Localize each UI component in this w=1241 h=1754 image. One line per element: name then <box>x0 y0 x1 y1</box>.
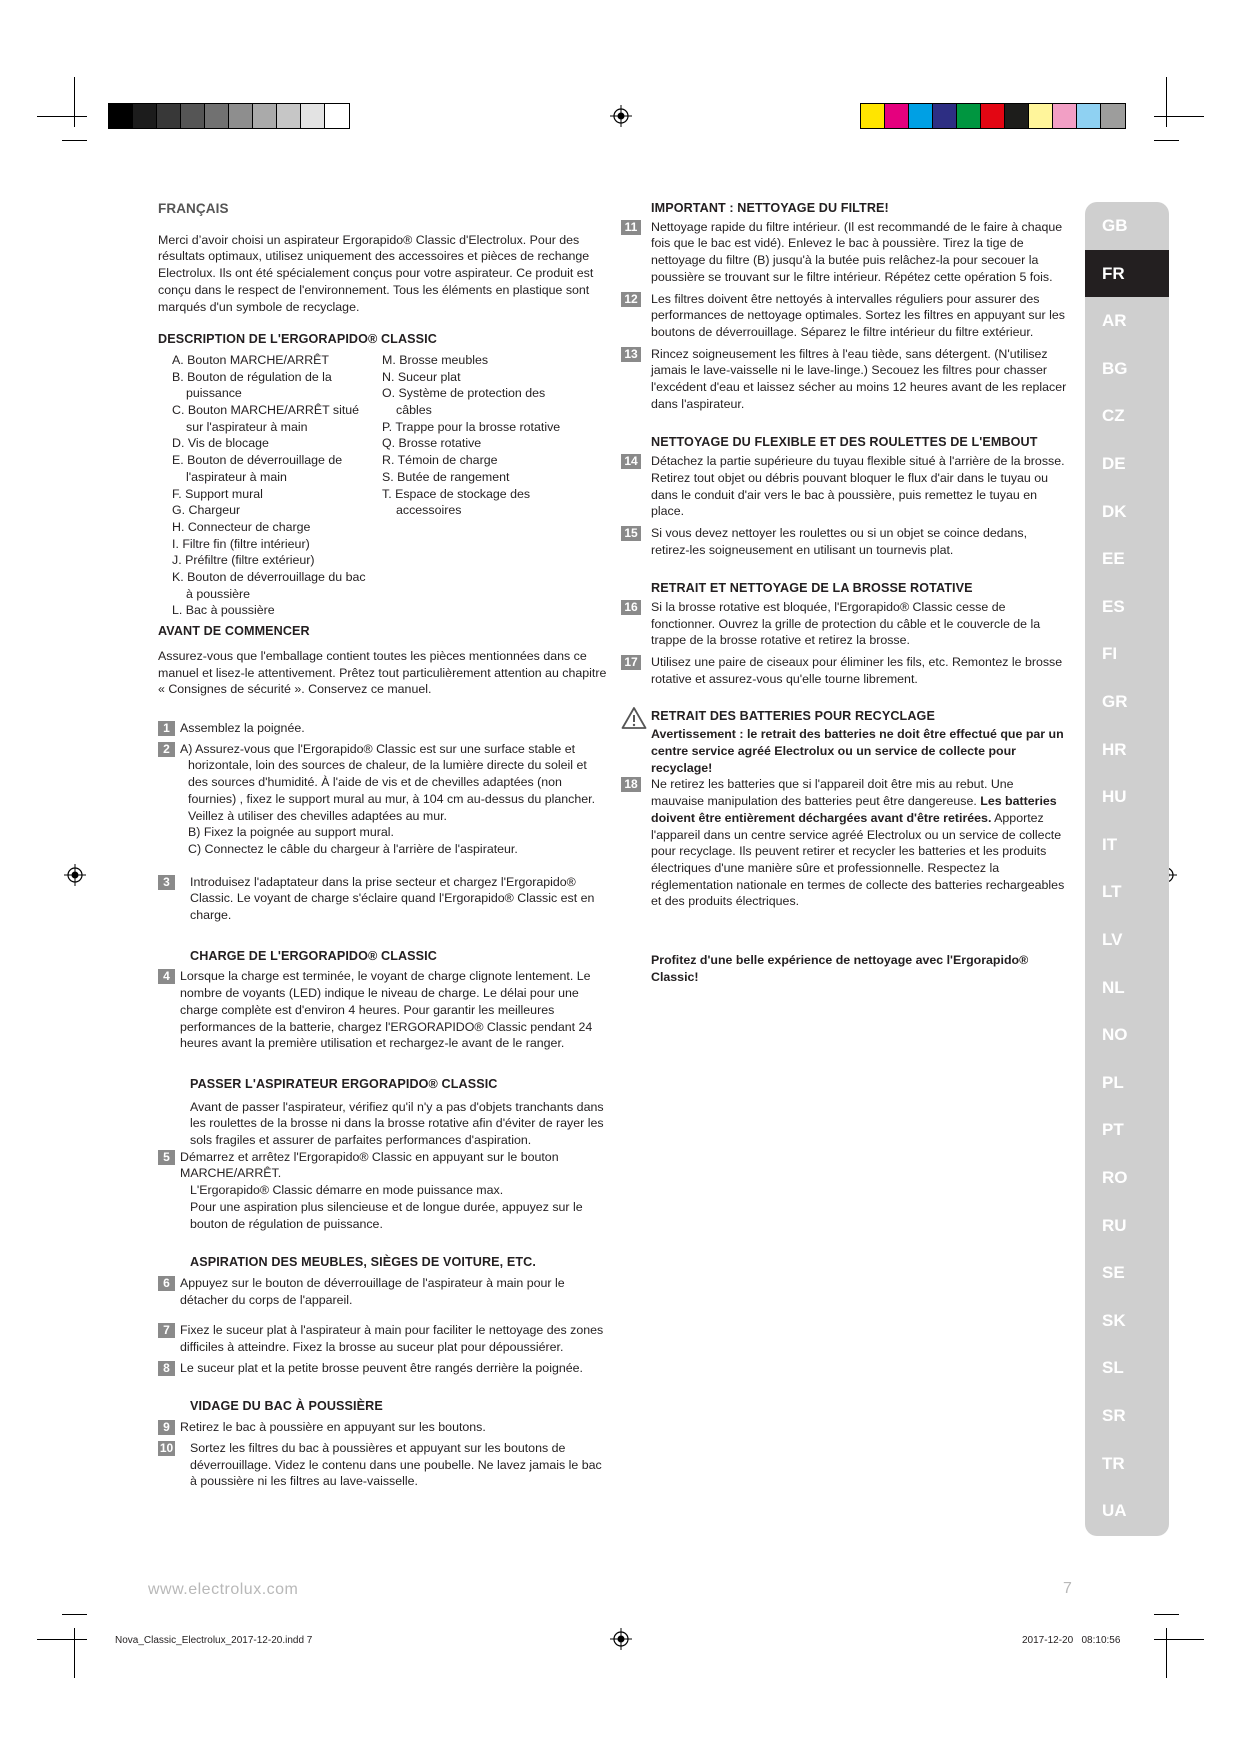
color-swatch <box>981 104 1005 128</box>
language-tab-gb[interactable]: GB <box>1102 216 1128 235</box>
step-number: 7 <box>158 1323 175 1338</box>
step-6 <box>158 1275 609 1308</box>
step-text: Utilisez une paire de ciseaux pour éliminer les fils, etc. Remontez le brosse rotative et assurez-vous qu'elle tourne librement. <box>651 655 1063 686</box>
color-swatch <box>909 104 933 128</box>
color-swatch <box>1005 104 1029 128</box>
part-item: L. Bac à poussière <box>172 603 275 618</box>
color-swatch <box>885 104 909 128</box>
color-swatch <box>325 104 349 128</box>
step-text: Assemblez la poignée. <box>180 720 305 735</box>
step-number: 3 <box>158 875 175 890</box>
language-tab-fi[interactable]: FI <box>1102 644 1118 663</box>
part-item: B. Bouton de régulation de la puissance <box>172 369 332 401</box>
step-number: 12 <box>621 292 641 307</box>
part-item: P. Trappe pour la brosse rotative <box>382 419 561 434</box>
step-15 <box>621 525 1069 558</box>
step-text: Les filtres doivent être nettoyés à intervalles réguliers pour assurer des performances de nettoyage optimales. Sortez les filtres en appuyant sur les boutons de déverrouillage. Séparez le filtre intérieur du filtre extérieur. <box>651 291 1065 339</box>
step-number: 2 <box>158 742 175 757</box>
step-number: 10 <box>159 1440 174 1455</box>
step-11 <box>621 219 1069 286</box>
part-item: G. Chargeur <box>172 503 241 518</box>
step-text: Nettoyage rapide du filtre intérieur. (Il est recommandé de le faire à chaque fois que le bac est vidé). Enlevez le bac à poussière. Tirez la tige de nettoyage du filtre (B) jusqu'à la butée puis relâchez-la pour secouer la poussière se trouvant sur le filtre intérieur. Répétez cette opération 5 fois. <box>651 219 1063 284</box>
crop-mark <box>1166 77 1167 127</box>
empty-title: VIDAGE DU BAC À POUSSIÈRE <box>190 1399 383 1414</box>
part-item: O. Système de protection des câbles <box>382 386 546 418</box>
use-text: Avant de passer l'aspirateur, vérifiez qu'il n'y a pas d'objets tranchants dans les roulettes de la brosse ni dans la brosse rotative afin d'éviter de rayer les sols fragiles et assurer de parfaites performances d'aspiration. <box>190 1099 604 1148</box>
step-text: Lorsque la charge est terminée, le voyant de charge clignote lentement. Le nombre de voyants (LED) indique le niveau de charge. Le délai pour une charge complète est d'environ 4 heures. Pour garantir les meilleures performances de la batterie, chargez l'ERGORAPIDO® Classic pendant 24 heures avant la première utilisation et rechargez-le avant de le ranger. <box>180 969 593 1051</box>
brush-title: RETRAIT ET NETTOYAGE DE LA BROSSE ROTATIVE <box>651 581 973 596</box>
step-number: 15 <box>621 526 641 541</box>
filter-title: IMPORTANT : NETTOYAGE DU FILTRE! <box>651 201 889 215</box>
step-number: 18 <box>621 777 641 792</box>
battery-warning: Avertissement : le retrait des batteries ne doit être effectué que par un centre service agréé Electrolux ou un service de collecte pour recyclage! <box>651 727 1064 775</box>
parts-list-col2 <box>368 352 568 619</box>
part-item: F. Support mural <box>172 486 263 501</box>
language-tab-fr[interactable]: FR <box>1085 250 1169 297</box>
gray-color-bar <box>108 103 350 129</box>
cmyk-color-bar <box>860 103 1126 129</box>
color-swatch <box>957 104 981 128</box>
registration-mark-icon <box>64 864 86 886</box>
registration-mark-icon <box>610 1628 632 1650</box>
step-5 <box>158 1149 609 1233</box>
language-tab-ru[interactable]: RU <box>1102 1216 1127 1235</box>
registration-mark-icon <box>610 105 632 127</box>
part-item: H. Connecteur de charge <box>172 519 311 534</box>
language-tab-hr[interactable]: HR <box>1102 740 1127 759</box>
step-4 <box>158 968 609 1052</box>
language-tab-se[interactable]: SE <box>1102 1263 1125 1282</box>
step-text: A) Assurez-vous que l'Ergorapido® Classic est sur une surface stable et horizontale, loin des sources de chaleur, de la lumière directe du soleil et des sources d'humidité. À l'aide de vis et de chevilles adaptées (non fournies) , fixez le support mural au mur, à 104 cm au-dessus du plancher. Veillez à utiliser des chevilles adaptées au mur. <box>180 741 596 823</box>
crop-mark <box>1154 116 1204 117</box>
step-number: 17 <box>621 655 641 670</box>
language-tab-ro[interactable]: RO <box>1102 1168 1128 1187</box>
charge-title: CHARGE DE L'ERGORAPIDO® CLASSIC <box>190 948 437 963</box>
language-tab-tr[interactable]: TR <box>1102 1454 1125 1473</box>
slug-timestamp: 2017-12-20 08:10:56 <box>1022 1635 1121 1646</box>
color-swatch <box>109 104 133 128</box>
part-item: I. Filtre fin (filtre intérieur) <box>172 536 310 551</box>
step-text: Rincez soigneusement les filtres à l'eau tiède, sans détergent. (N'utilisez jamais le lave-vaisselle ni le lave-linge.) Secouez les filtres pour chasser l'excédent d'eau et laissez sécher au moins 12 heures avant de les replacer dans l'aspirateur. <box>651 346 1067 411</box>
color-swatch <box>1101 104 1125 128</box>
battery-section <box>621 708 1069 777</box>
step-number: 13 <box>621 347 641 362</box>
part-item: N. Suceur plat <box>382 369 461 384</box>
language-tab-pt[interactable]: PT <box>1102 1120 1124 1139</box>
step-number: 8 <box>158 1361 175 1376</box>
language-tab-hu[interactable]: HU <box>1102 787 1127 806</box>
language-tab-ua[interactable]: UA <box>1102 1501 1127 1520</box>
intro-text: Merci d’avoir choisi un aspirateur Ergorapido® Classic d'Electrolux. Pour des résultats optimaux, utilisez uniquement des accessoires et pièces de rechange Electrolux. Ils ont été spécialement conçus pour votre aspirateur. Ce produit est conçu dans le respect de l'environnement. Tous les éléments en plastique sont marqués d'un symbole de recyclage. <box>158 232 594 314</box>
warning-icon <box>621 706 647 730</box>
crop-mark <box>74 1628 75 1678</box>
crop-mark <box>62 1614 87 1615</box>
crop-mark <box>62 140 87 141</box>
part-item: T. Espace de stockage des accessoires <box>382 486 531 518</box>
closing-text: Profitez d'une belle expérience de nettoyage avec l'Ergorapido® Classic! <box>651 953 1029 984</box>
color-swatch <box>229 104 253 128</box>
language-tab-nl[interactable]: NL <box>1102 978 1125 997</box>
step-text: Si la brosse rotative est bloquée, l'Ergorapido® Classic cesse de fonctionner. Ouvrez la grille de protection du câble et le couvercle de la trappe de la brosse rotative et retirez la brosse. <box>651 600 1041 648</box>
color-swatch <box>157 104 181 128</box>
crop-mark <box>1154 140 1179 141</box>
part-item: K. Bouton de déverrouillage du bac à poussière <box>172 570 366 601</box>
step-9 <box>158 1419 609 1436</box>
slug-filename: Nova_Classic_Electrolux_2017-12-20.indd 7 <box>115 1635 313 1646</box>
color-swatch <box>277 104 301 128</box>
language-tab-sr[interactable]: SR <box>1102 1406 1126 1425</box>
step-text: Fixez le suceur plat à l'aspirateur à main pour faciliter le nettoyage des zones difficiles à atteindre. Fixez la brosse au suceur plat pour dépoussiérer. <box>180 1323 604 1355</box>
language-tab-bg[interactable]: BG <box>1102 359 1128 378</box>
step-number: 1 <box>158 721 175 736</box>
language-tab-lt[interactable]: LT <box>1102 882 1122 901</box>
color-swatch <box>133 104 157 128</box>
part-item: A. Bouton MARCHE/ARRÊT <box>172 352 329 367</box>
step-text: B) Fixez la poignée au support mural. <box>188 825 394 840</box>
step-7 <box>158 1322 609 1355</box>
language-tab-lv[interactable]: LV <box>1102 930 1123 949</box>
part-item: J. Préfiltre (filtre extérieur) <box>172 553 315 568</box>
step-text: Appuyez sur le bouton de déverrouillage de l'aspirateur à main pour le détacher du corps de l'appareil. <box>180 1275 565 1307</box>
step-text: Démarrez et arrêtez l'Ergorapido® Classic en appuyant sur le bouton MARCHE/ARRÊT. <box>180 1149 559 1181</box>
part-item: Q. Brosse rotative <box>382 436 482 451</box>
part-item: E. Bouton de déverrouillage de l'aspirateur à main <box>172 453 343 484</box>
part-item: D. Vis de blocage <box>172 436 269 451</box>
language-tab-sl[interactable]: SL <box>1102 1358 1124 1377</box>
hose-title: NETTOYAGE DU FLEXIBLE ET DES ROULETTES DE L'EMBOUT <box>651 435 1038 450</box>
step-text: C) Connectez le câble du chargeur à l'arrière de l'aspirateur. <box>188 841 518 856</box>
parts-description <box>158 352 609 619</box>
color-swatch <box>205 104 229 128</box>
language-tab-gr[interactable]: GR <box>1102 692 1128 711</box>
step-number: 11 <box>621 220 641 235</box>
language-tab-cz[interactable]: CZ <box>1102 406 1125 425</box>
language-tab-pl[interactable]: PL <box>1102 1073 1124 1092</box>
crop-mark <box>74 77 75 127</box>
step-number: 6 <box>158 1276 175 1291</box>
step-text: Ne retirez les batteries que si l'appareil doit être mis au rebut. Une mauvaise manipulation des batteries peut être dangereuse. <box>651 777 1014 809</box>
color-swatch <box>933 104 957 128</box>
step-1 <box>158 720 609 737</box>
step-17 <box>621 654 1069 687</box>
step-18 <box>621 776 1069 910</box>
part-item: M. Brosse meubles <box>382 352 489 367</box>
part-item: C. Bouton MARCHE/ARRÊT situé sur l'aspirateur à main <box>172 403 360 434</box>
crop-mark <box>37 116 87 117</box>
step-text: Sortez les filtres du bac à poussières et appuyant sur les boutons de déverrouillage. Videz le contenu dans une poubelle. Ne lavez jamais le bac à poussière ni les filtres au lave-vaisselle. <box>190 1440 602 1489</box>
language-tab-sk[interactable]: SK <box>1102 1311 1126 1330</box>
color-swatch <box>301 104 325 128</box>
footer-url[interactable]: www.electrolux.com <box>148 1581 299 1598</box>
section-title: FRANÇAIS <box>158 201 229 216</box>
part-item: S. Butée de rangement <box>382 469 510 484</box>
color-swatch <box>1053 104 1077 128</box>
battery-title: RETRAIT DES BATTERIES POUR RECYCLAGE <box>651 708 935 723</box>
use-title: PASSER L'ASPIRATEUR ERGORAPIDO® CLASSIC <box>190 1076 498 1091</box>
crop-mark <box>37 1639 87 1640</box>
step-number: 4 <box>158 969 175 984</box>
step-12 <box>621 291 1069 341</box>
language-tab-es[interactable]: ES <box>1102 597 1125 616</box>
part-item: R. Témoin de charge <box>382 453 498 468</box>
color-swatch <box>1029 104 1053 128</box>
parts-list-col1 <box>158 352 368 619</box>
step-13 <box>621 346 1069 413</box>
color-swatch <box>181 104 205 128</box>
step-text: Apportez l'appareil dans un centre service agréé Electrolux ou un service de collecte pour recyclage. Ils peuvent retirer et recycler les batteries et les produits électriques d'une manière sûre et professionnelle. Respectez la réglementation nationale en termes de collecte des batteries rechargeables et des produits électriques. <box>651 810 1065 909</box>
color-swatch <box>861 104 885 128</box>
step-text: Pour une aspiration plus silencieuse et de longue durée, appuyez sur le bouton de régulation de puissance. <box>190 1199 583 1231</box>
step-2 <box>158 741 609 858</box>
language-tab-de[interactable]: DE <box>1102 454 1126 473</box>
color-swatch <box>253 104 277 128</box>
step-text: Si vous devez nettoyer les roulettes ou si un objet se coince dedans, retirez-les soigneusement en utilisant un tournevis plat. <box>651 525 1028 557</box>
step-text: Retirez le bac à poussière en appuyant sur les boutons. <box>180 1420 486 1435</box>
step-14 <box>621 453 1069 520</box>
step-text: Détachez la partie supérieure du tuyau flexible situé à l'arrière de la brosse. Retirez tout objet ou débris pouvant bloquer le flux d'air dans le tuyau ou dans le conduit d'air vers le bac à poussière, puis remettez le tuyau en place. <box>651 454 1065 519</box>
step-3 <box>158 874 609 924</box>
before-text: Assurez-vous que l'emballage contient toutes les pièces mentionnées dans ce manuel et lisez-le attentivement. Prêtez tout particulièrement attention au chapitre « Consignes de sécurité ». Conservez ce manuel. <box>158 648 607 697</box>
language-tab-no[interactable]: NO <box>1102 1025 1128 1044</box>
step-10 <box>158 1440 609 1490</box>
step-text: Introduisez l'adaptateur dans la prise secteur et chargez l'Ergorapido® Classic. Le voyant de charge s'éclaire quand l'Ergorapido® Classic est en charge. <box>190 874 595 923</box>
language-tab-ar[interactable]: AR <box>1102 311 1127 330</box>
step-8 <box>158 1360 609 1377</box>
right-column <box>621 200 1069 985</box>
page-number: 7 <box>1063 1580 1072 1597</box>
desc-title: DESCRIPTION DE L'ERGORAPIDO® CLASSIC <box>158 332 437 347</box>
color-swatch <box>1077 104 1101 128</box>
language-tab-it[interactable]: IT <box>1102 835 1118 854</box>
crop-mark <box>1154 1639 1204 1640</box>
language-tab-ee[interactable]: EE <box>1102 549 1125 568</box>
step-16 <box>621 599 1069 649</box>
step-number: 5 <box>158 1150 175 1165</box>
step-number: 14 <box>621 454 641 469</box>
step-number: 9 <box>158 1420 175 1435</box>
before-title: AVANT DE COMMENCER <box>158 624 310 639</box>
step-text: L'Ergorapido® Classic démarre en mode puissance max. <box>190 1183 504 1198</box>
crop-mark <box>1166 1628 1167 1678</box>
crop-mark <box>1154 1614 1179 1615</box>
step-number: 16 <box>621 600 641 615</box>
furniture-title: ASPIRATION DES MEUBLES, SIÈGES DE VOITURE, ETC. <box>190 1255 536 1270</box>
left-column <box>158 201 609 1490</box>
step-text: Le suceur plat et la petite brosse peuvent être rangés derrière la poignée. <box>180 1360 583 1375</box>
step-text-bold: Les batteries doivent être entièrement déchargées avant d'être retirées. <box>651 794 1057 825</box>
language-tab-dk[interactable]: DK <box>1102 502 1127 521</box>
